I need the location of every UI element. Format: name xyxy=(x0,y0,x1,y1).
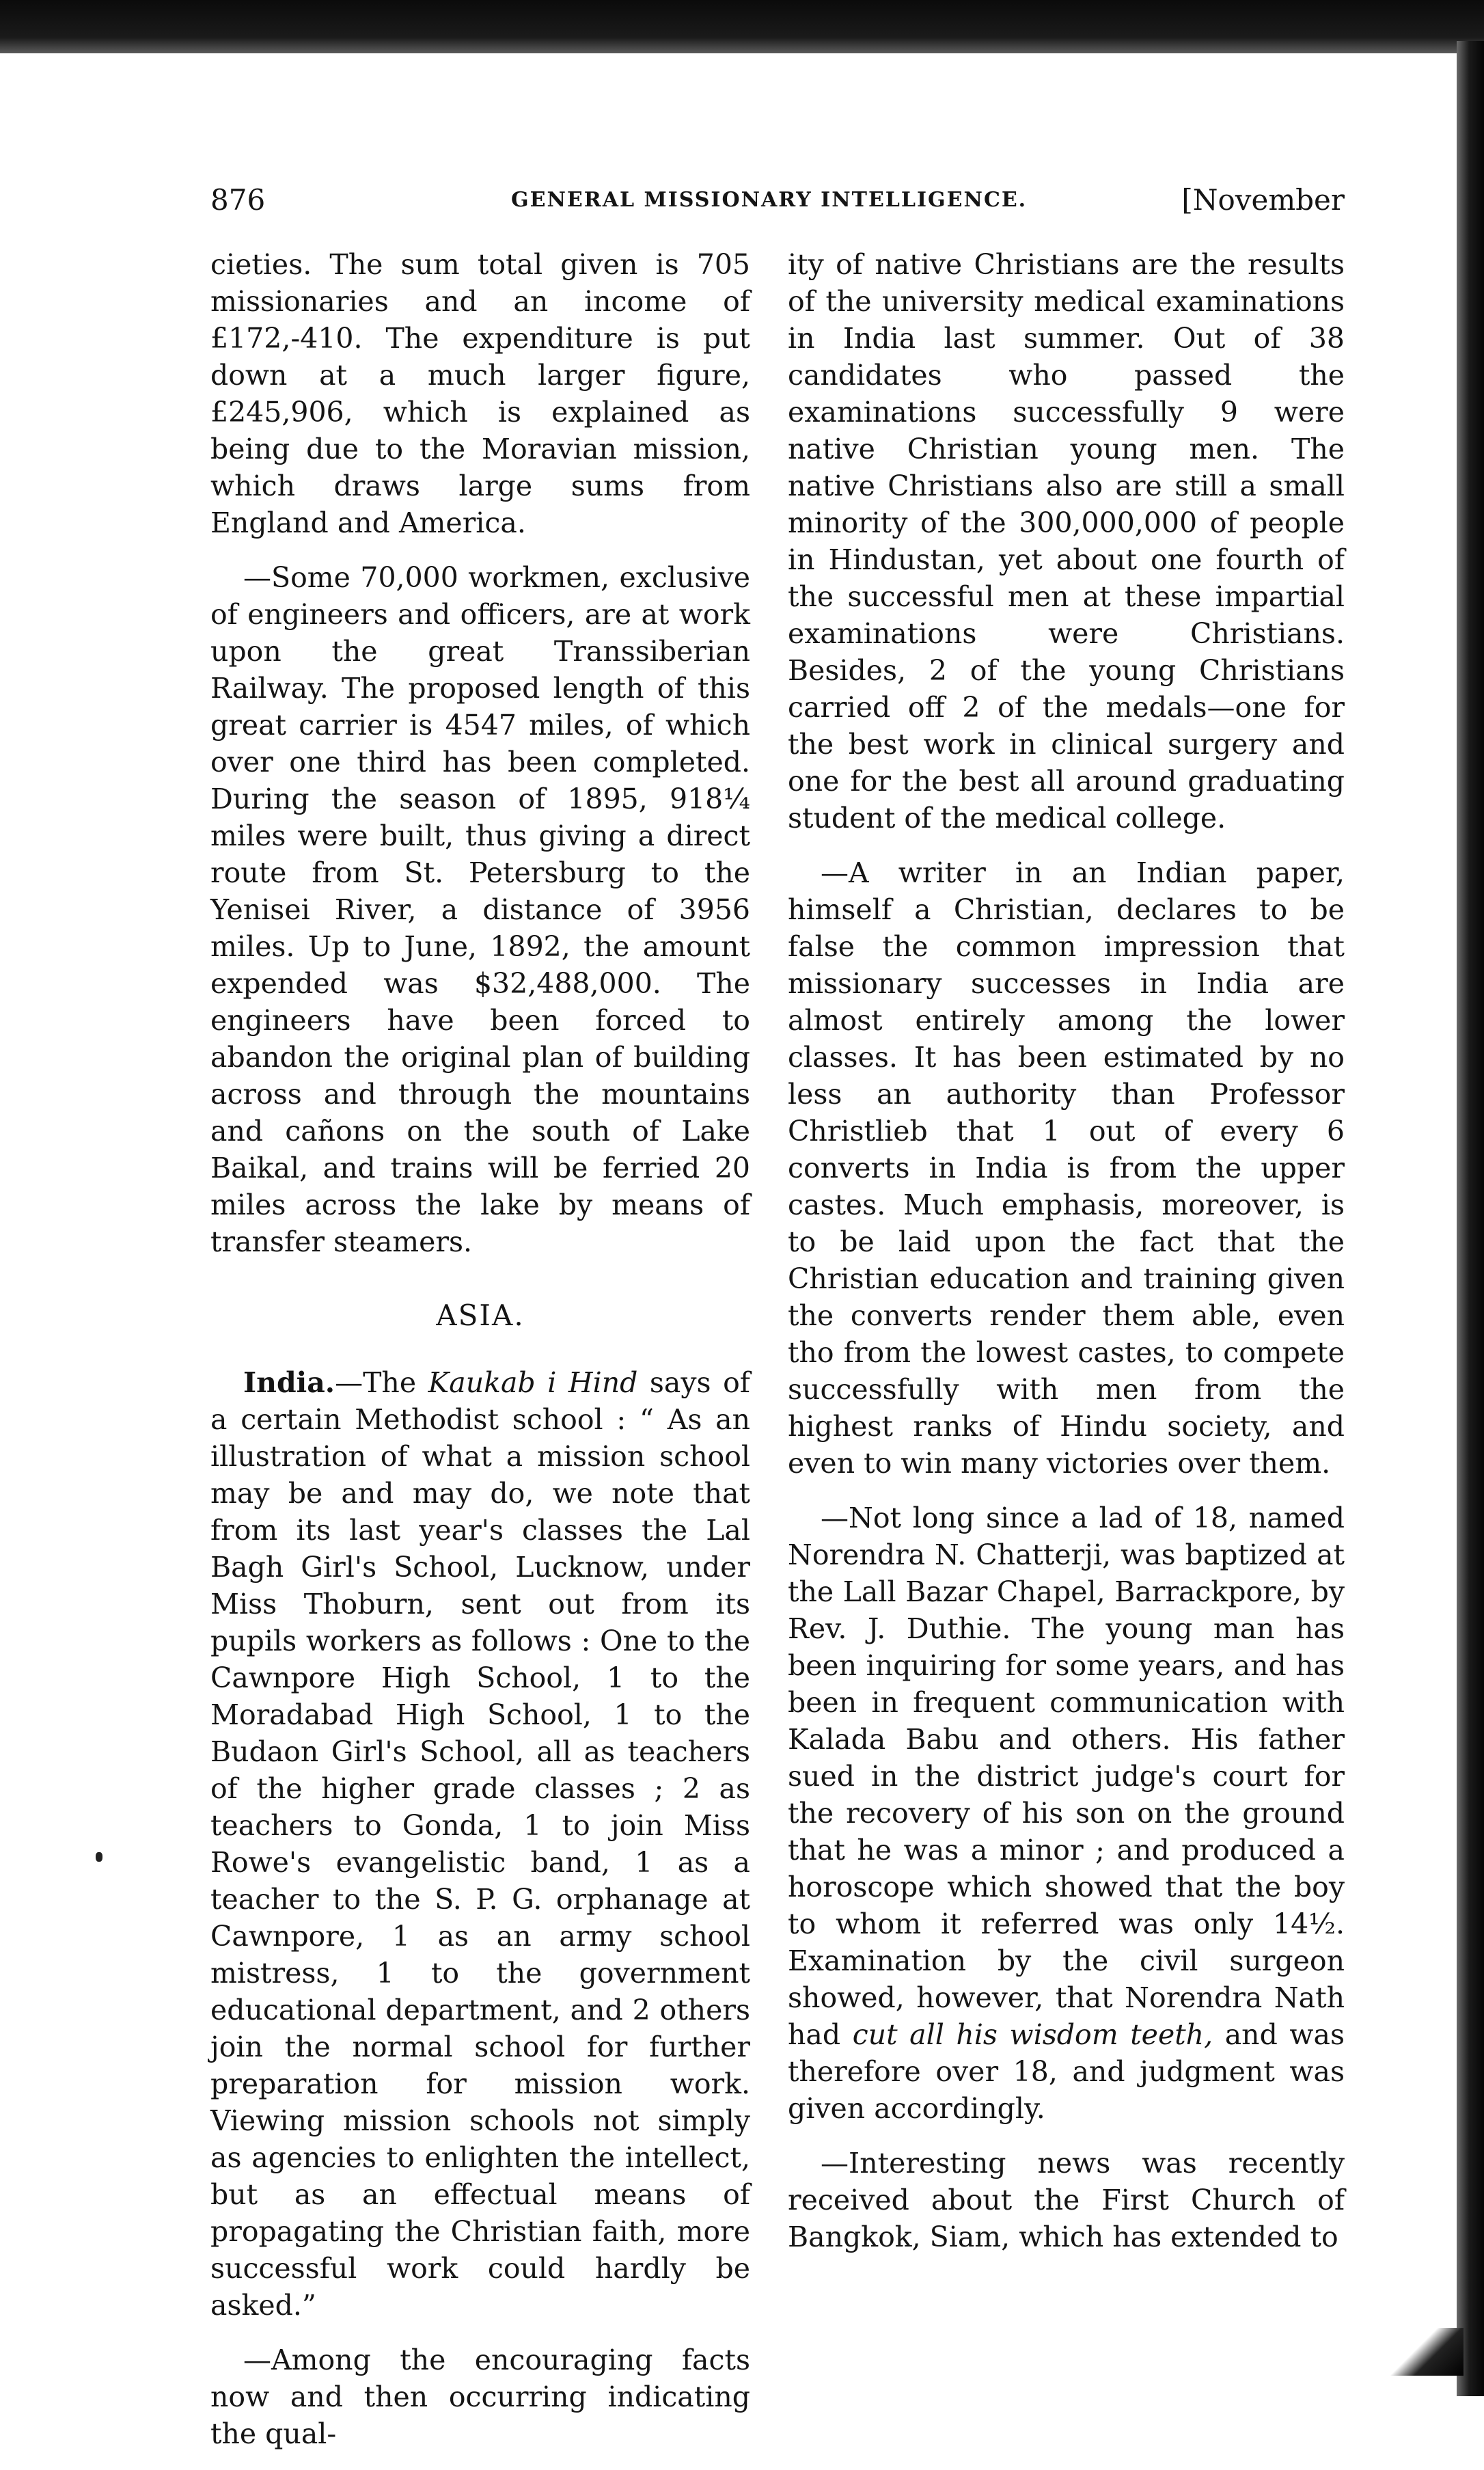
paragraph-bangkok-church: —Interesting news was recently received about the First Church of Bangkok, Siam, which has extended to xyxy=(788,2147,1345,2253)
journal-page xyxy=(190,157,1345,2450)
left-column xyxy=(210,246,750,2470)
paragraph-medical-examinations: ity of native Christians are the results of the university medical examinations in India last summer. Out of 38 candidates who passed the examinations successfully 9 were native Christian young men. The native Christians also are still a small minority of the 300,000,000 of people in Hindustan, yet about one fourth of the successful men at these impartial examinations were Christians. Besides, 2 of the young Christians carried off 2 of the medals—one for the best work in clinical surgery and one for the best all around graduating student of the medical college. xyxy=(788,248,1345,834)
scan-corner-artifact xyxy=(1388,2328,1464,2376)
margin-mark xyxy=(96,1852,102,1862)
scan-top-edge xyxy=(0,0,1484,53)
paragraph-transsiberian-railway: —Some 70,000 workmen, exclusive of engineers and officers, are at work upon the great Transsiberian Railway. The proposed length of this great carrier is 4547 miles, of which over one third has been completed. During the season of 1895, 918¼ miles were built, thus giving a direct route from St. Petersburg to the Yenisei River, a distance of 3956 miles. Up to June, 1892, the amount expended was $32,488,000. The engineers have been forced to abandon the original plan of building across and through the mountains and cañons on the south of Lake Baikal, and trains will be ferried 20 miles across the lake by means of transfer steamers. xyxy=(210,561,750,1258)
newspaper-title: Kaukab i Hind xyxy=(428,1366,638,1399)
running-date: [November xyxy=(1181,183,1345,217)
paragraph-societies-summary: cieties. The sum total given is 705 missionaries and an income of £172,-410. The expenditure is put down at a much larger figure, £245,906, which is explained as being due to the Moravian mission, which draws large sums from England and America. xyxy=(210,248,750,539)
italic-phrase: cut all his wisdom teeth, xyxy=(852,2018,1213,2051)
page-number: 876 xyxy=(210,183,266,217)
run-in-heading-india: India. xyxy=(243,1366,335,1399)
section-heading-asia: ASIA. xyxy=(436,1299,525,1332)
running-header xyxy=(190,176,1345,224)
scan-right-edge xyxy=(1457,41,1484,2396)
paragraph-norendra-chatterji: —Not long since a lad of 18, named Norendra N. Chatterji, was baptized at the Lall Bazar Chapel, Barrackpore, by Rev. J. Duthie. The young man has been inquiring for some years, and has been in frequent communication with Kalada Babu and others. His father sued in the district judge's court for the recovery of his son on the ground that he was a minor ; and produced a horoscope which showed that the boy to whom it referred was only 14½. Examination by the civil surgeon showed, however, that Norendra Nath had cut all his wisdom teeth, and was therefore over 18, and judgment was given accordingly. xyxy=(788,1502,1345,2125)
paragraph-indian-writer: —A writer in an Indian paper, himself a Christian, declares to be false the common impression that missionary successes in India are almost entirely among the lower classes. It has been estimated by no less an authority than Professor Christlieb that 1 out of every 6 converts in India is from the upper castes. Much emphasis, moreover, is to be laid upon the fact that the Christian education and training given the converts render them able, even tho from the lowest castes, to compete successfully with men from the highest ranks of Hindu society, and even to win many victories over them. xyxy=(788,856,1345,1480)
paragraph-india-school: India.—The Kaukab i Hind says of a certain Methodist school : “ As an illustration of what a mission school may be and may do, we note that from its last year's classes the Lal Bagh Girl's School, Lucknow, under Miss Thoburn, sent out from its pupils workers as follows : One to the Cawnpore High School, 1 to the Moradabad High School, 1 to the Budaon Girl's School, all as teachers of the higher grade classes ; 2 as teachers to Gonda, 1 to join Miss Rowe's evangelistic band, 1 as a teacher to the S. P. G. orphanage at Cawnpore, 1 as an army school mistress, 1 to the government educational department, and 2 others join the normal school for further preparation for mission work. Viewing mission schools not simply as agencies to enlighten the intellect, but as an effectual means of propagating the Christian faith, more successful work could hardly be asked.” xyxy=(210,1366,750,2322)
right-column xyxy=(788,246,1345,2273)
running-title: GENERAL MISSIONARY INTELLIGENCE. xyxy=(511,188,1028,212)
paragraph-encouraging-facts: —Among the encouraging facts now and then occurring indicating the qual- xyxy=(210,2344,750,2450)
